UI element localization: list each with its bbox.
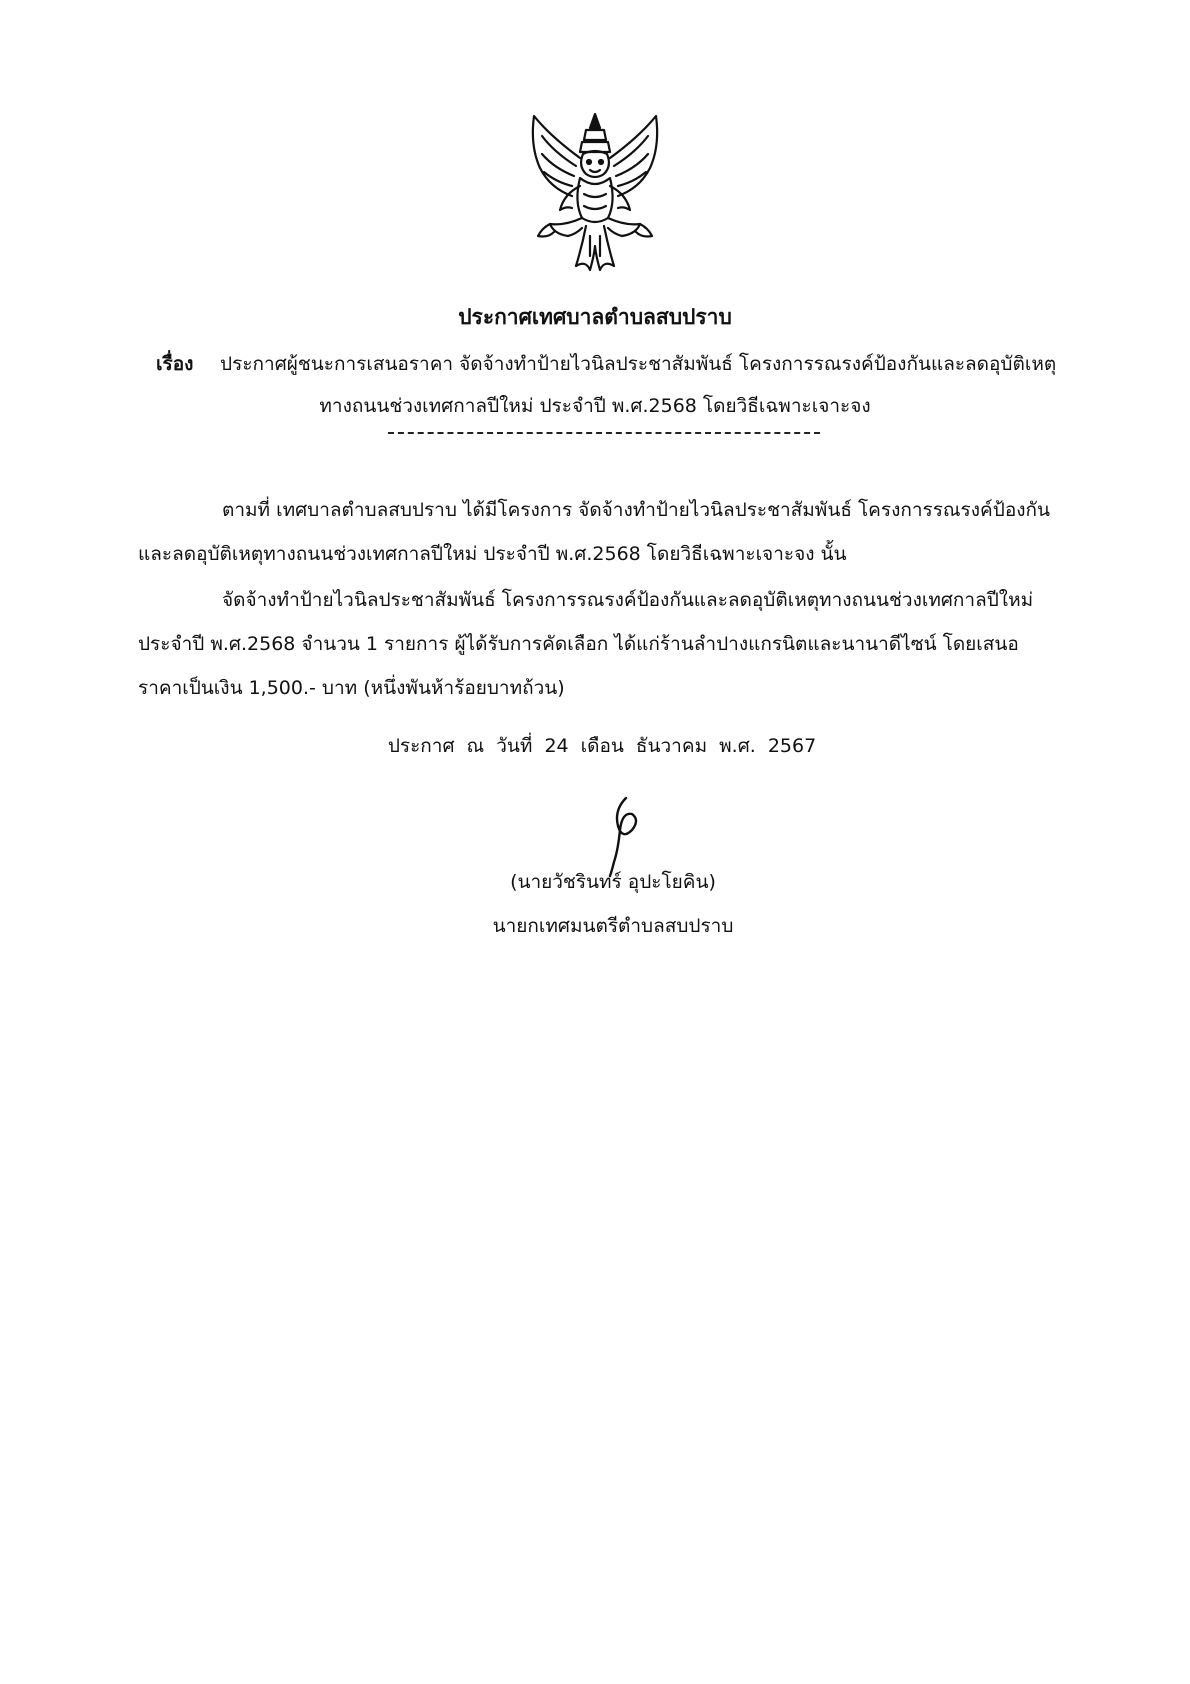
divider [388, 432, 820, 434]
paragraph-2-line-3: ราคาเป็นเงิน 1,500.- บาท (หนึ่งพันห้าร้อยบาทถ้วน) [138, 677, 565, 699]
signer-name: (นายวัชรินทร์ อุปะโยคิน) [510, 871, 716, 893]
handwritten-signature-icon [592, 790, 662, 880]
paragraph-2-line-1: จัดจ้างทำป้ายไวนิลประชาสัมพันธ์ โครงการรณรงค์ป้องกันและลดอุบัติเหตุทางถนนช่วงเทศกาลปีใหม่ [222, 589, 1034, 611]
paragraph-1-line-1: ตามที่ เทศบาลตำบลสบปราบ ได้มีโครงการ จัดจ้างทำป้ายไวนิลประชาสัมพันธ์ โครงการรณรงค์ป้องกัน [222, 499, 1050, 521]
garuda-emblem-icon [520, 106, 670, 278]
paragraph-1-line-2: และลดอุบัติเหตุทางถนนช่วงเทศกาลปีใหม่ ประจำปี พ.ศ.2568 โดยวิธีเฉพาะเจาะจง นั้น [138, 543, 847, 565]
subject-line-1: ประกาศผู้ชนะการเสนอราคา จัดจ้างทำป้ายไวนิลประชาสัมพันธ์ โครงการรณรงค์ป้องกันและลดอุบัติเหตุ [220, 353, 1057, 375]
subject-label: เรื่อง [156, 353, 194, 375]
subject-row [156, 350, 1091, 378]
announcement-date: ประกาศ ณ วันที่ 24 เดือน ธันวาคม พ.ศ. 2567 [387, 735, 817, 757]
paragraph-2-line-2: ประจำปี พ.ศ.2568 จำนวน 1 รายการ ผู้ได้รับการคัดเลือก ได้แก่ร้านลำปางแกรนิตและนานาดีไซน์ โดยเสนอ [138, 633, 1019, 655]
subject-line-2: ทางถนนช่วงเทศกาลปีใหม่ ประจำปี พ.ศ.2568 โดยวิธีเฉพาะเจาะจง [319, 395, 871, 417]
signer-position: นายกเทศมนตรีตำบลสบปราบ [492, 915, 734, 937]
document-title: ประกาศเทศบาลตำบลสบปราบ [458, 305, 732, 329]
